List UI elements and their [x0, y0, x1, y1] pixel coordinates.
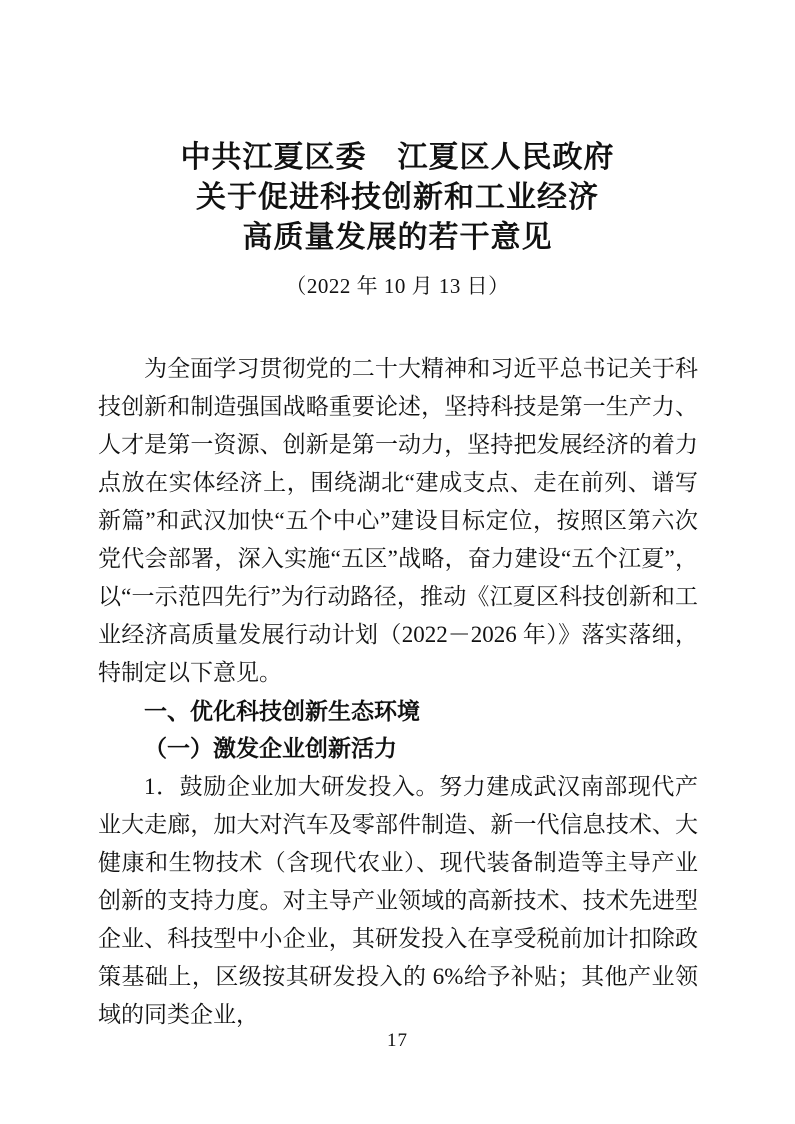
page-number: 17	[387, 1030, 408, 1051]
document-header	[0, 0, 795, 299]
paragraph-item-1: 1．鼓励企业加大研发投入。努力建成武汉南部现代产业大走廊，加大对汽车及零部件制造、新一代信息技术、大健康和生物技术（含现代农业）、现代装备制造等主导产业创新的支持力度。对主导产业领域的高新技术、技术先进型企业、科技型中小企业，其研发投入在享受税前加计扣除政策基础上，区级按其研发投入的 6%给予补贴；其他产业领域的同类企业，	[98, 774, 698, 1027]
document-title-line-3: 高质量发展的若干意见	[242, 221, 553, 254]
document-title	[0, 138, 795, 258]
subsection-heading-1-1: （一）激发企业创新活力	[144, 736, 397, 761]
document-body	[98, 350, 698, 1034]
section-heading-1: 一、优化科技创新生态环境	[144, 698, 420, 724]
paragraph-preamble: 为全面学习贯彻党的二十大精神和习近平总书记关于科技创新和制造强国战略重要论述，坚持科技是第一生产力、人才是第一资源、创新是第一动力，坚持把发展经济的着力点放在实体经济上，围绕湖北“建成支点、走在前列、谱写新篇”和武汉加快“五个中心”建设目标定位，按照区第六次党代会部署，深入实施“五区”战略，奋力建设“五个江夏”，以“一示范四先行”为行动路径，推动《江夏区科技创新和工业经济高质量发展行动计划（2022－2026 年）》落实落细，特制定以下意见。	[98, 356, 698, 685]
document-title-line-2: 关于促进科技创新和工业经济	[196, 181, 599, 214]
document-date: （2022 年 10 月 13 日）	[285, 274, 510, 298]
document-title-line-1: 中共江夏区委 江夏区人民政府	[180, 141, 615, 174]
